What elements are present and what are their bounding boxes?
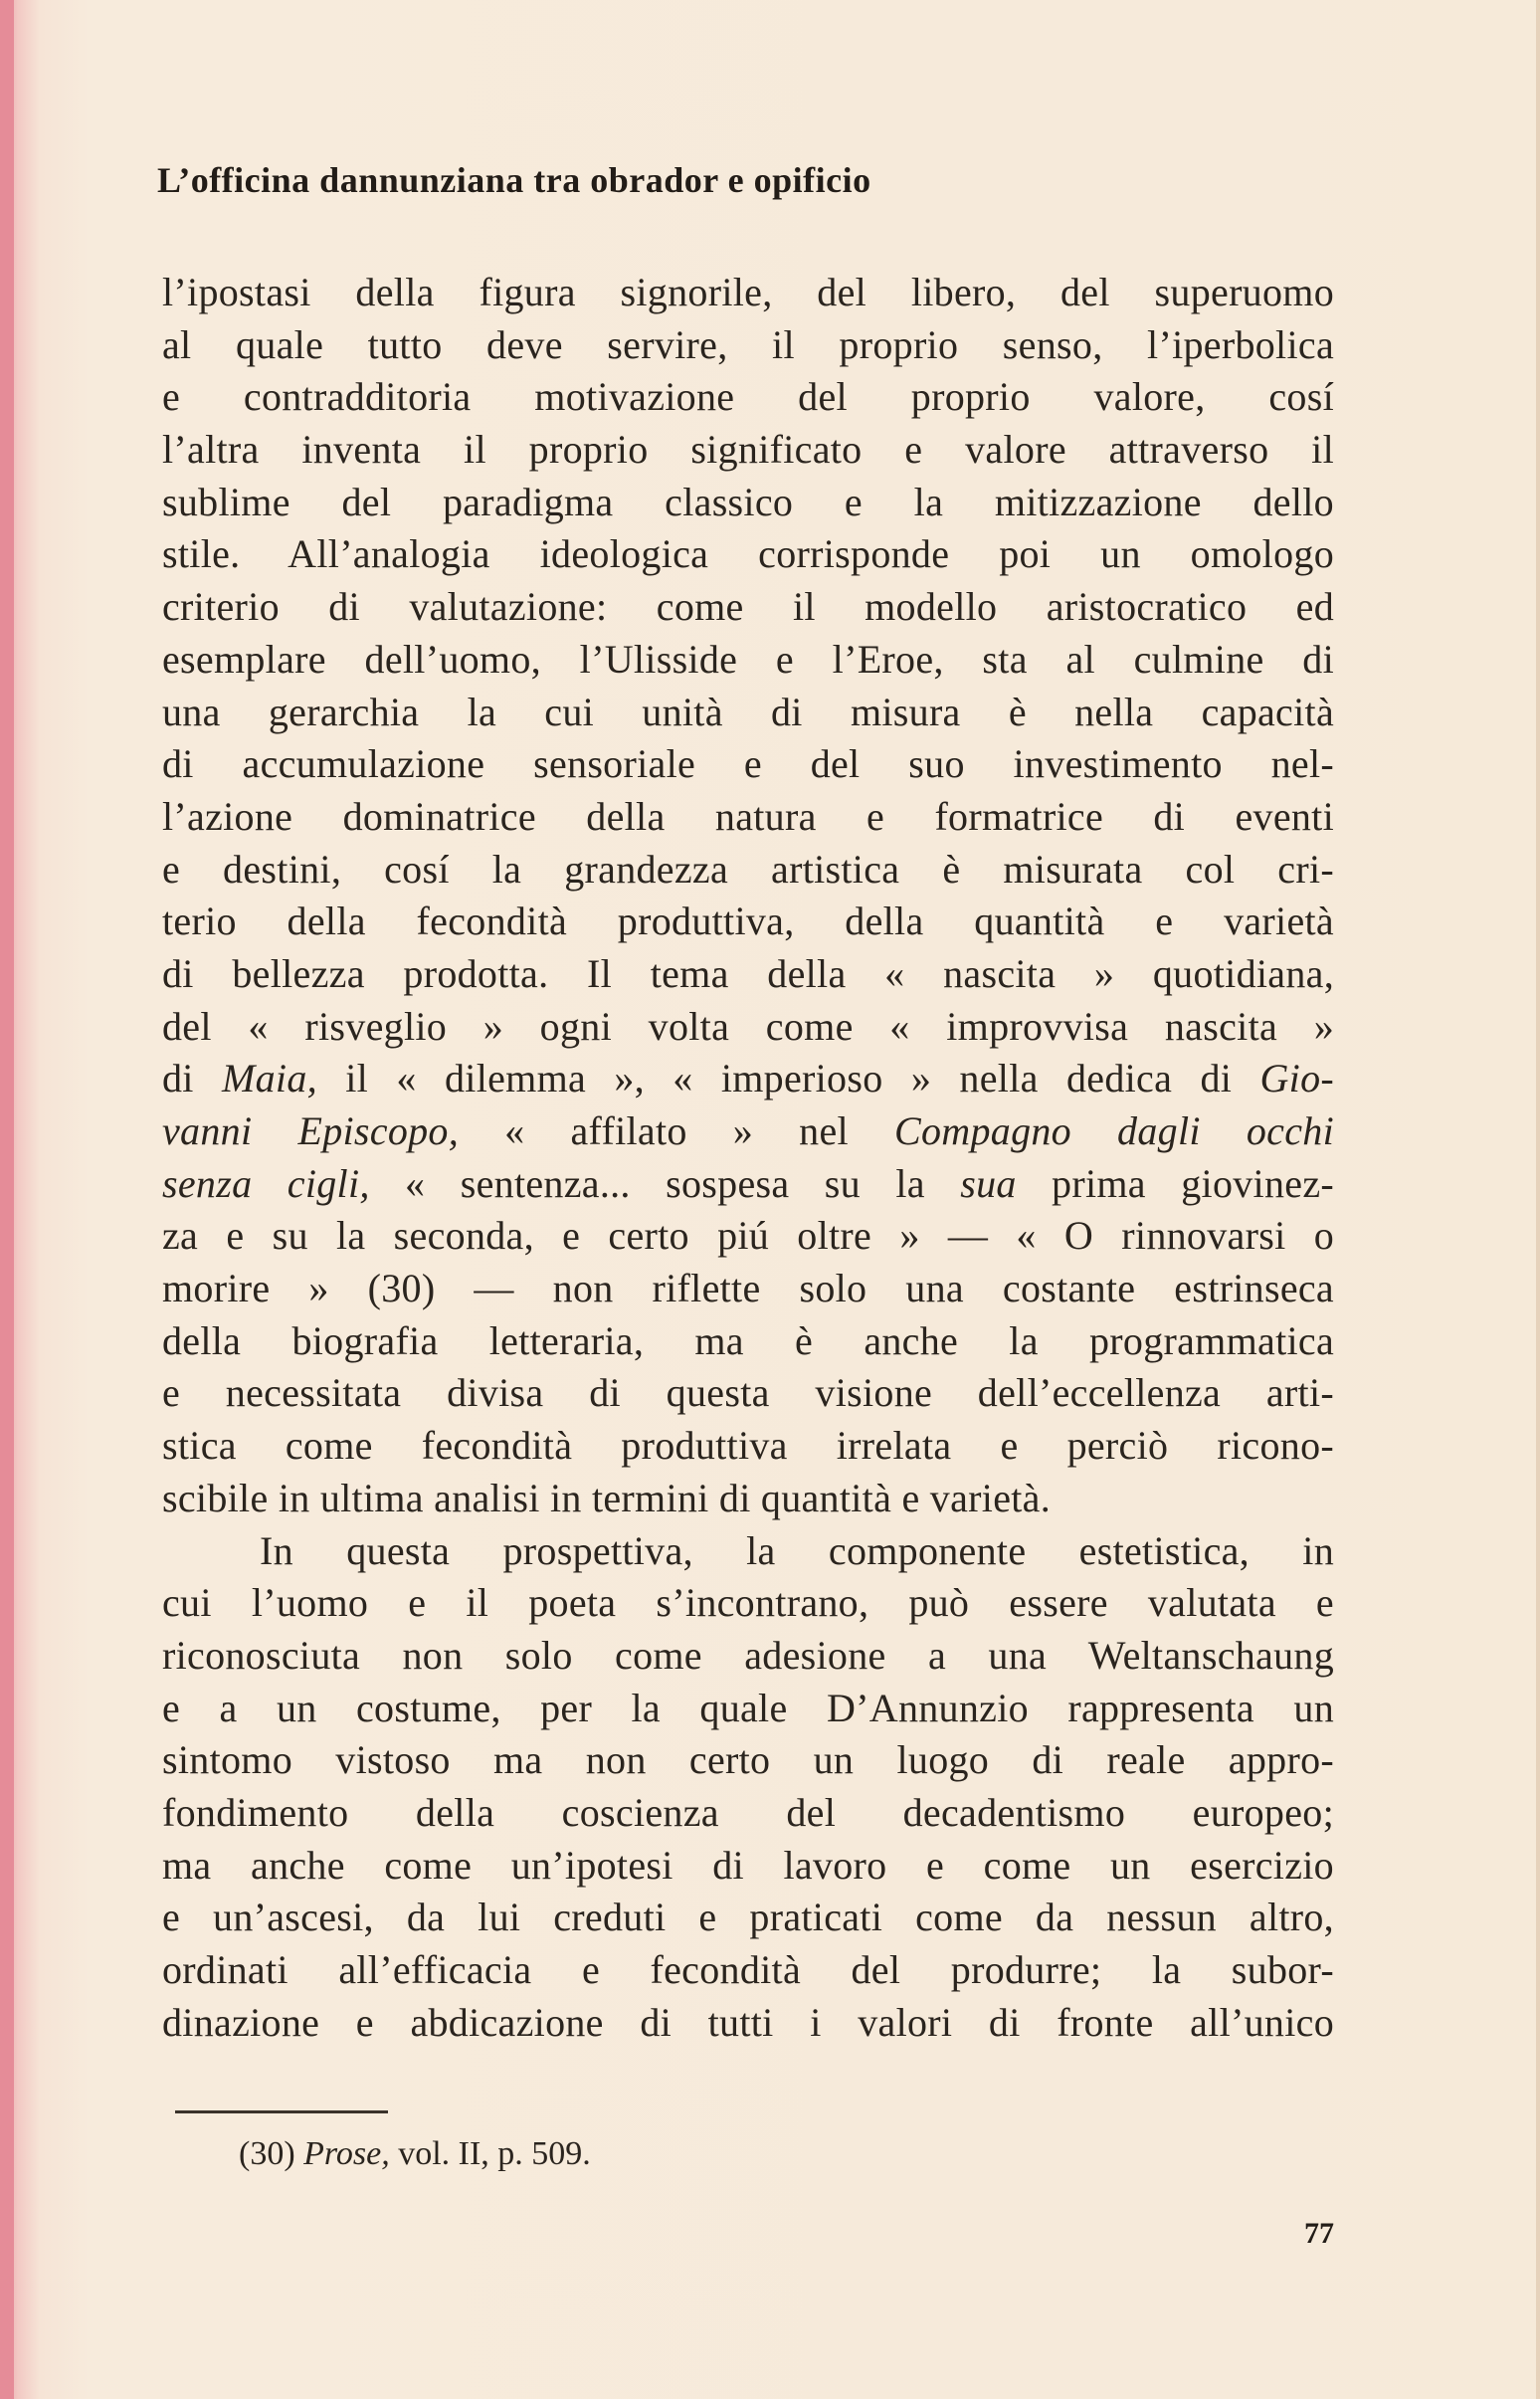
text-line: ma anche come un’ipotesi di lavoro e come un esercizio	[162, 1842, 1334, 1888]
text-span: di	[162, 1056, 223, 1101]
text-line: e contradditoria motivazione del proprio valore, cosí	[162, 374, 1334, 420]
italic-title: vanni Episcopo,	[162, 1108, 460, 1153]
text-line: cui l’uomo e il poeta s’incontrano, può essere valutata e	[162, 1580, 1334, 1626]
page-edge	[1536, 0, 1540, 2399]
text-line: riconosciuta non solo come adesione a una Weltanschaung	[162, 1632, 1334, 1678]
italic-title: Gio-	[1259, 1056, 1334, 1101]
text-span: « affilato » nel	[459, 1108, 894, 1153]
page-number: 77	[1304, 2217, 1334, 2250]
text-line: l’ipostasi della figura signorile, del libero, del superuomo	[162, 270, 1334, 314]
italic-emphasis: sua	[960, 1160, 1017, 1206]
text-line: stile. All’analogia ideologica corrisponde poi un omologo	[162, 531, 1334, 577]
footnote	[239, 2129, 591, 2179]
text-span: il « dilemma », « imperioso » nella dedica di	[316, 1056, 1260, 1101]
italic-title: Compagno dagli occhi	[894, 1108, 1334, 1153]
footnote-title: Prose,	[303, 2135, 390, 2172]
footnote-text: vol. II, p. 509.	[398, 2135, 591, 2172]
text-line: stica come fecondità produttiva irrelata e perciò ricono-	[162, 1423, 1334, 1469]
text-line: criterio di valutazione: come il modello aristocratico ed	[162, 584, 1334, 630]
text-line: della biografia letteraria, ma è anche la programmatica	[162, 1317, 1334, 1363]
text-line: l’azione dominatrice della natura e formatrice di eventi	[162, 793, 1334, 839]
text-line: In questa prospettiva, la componente estetistica, in	[260, 1527, 1334, 1573]
text-line	[162, 1053, 1334, 1105]
text-line: sintomo vistoso ma non certo un luogo di reale appro-	[162, 1737, 1334, 1783]
text-line: di bellezza prodotta. Il tema della « nascita » quotidiana,	[162, 950, 1334, 996]
binding-edge	[0, 0, 14, 2399]
text-line: terio della fecondità produttiva, della quantità e varietà	[162, 899, 1334, 944]
text-line: sublime del paradigma classico e la mitizzazione dello	[162, 479, 1334, 524]
text-span: « sentenza... sospesa su la	[369, 1160, 961, 1206]
text-line	[162, 1105, 1334, 1158]
text-line: morire » (30) — non riflette solo una costante estrinseca	[162, 1266, 1334, 1311]
text-line: del « risveglio » ogni volta come « improvvisa nascita »	[162, 1003, 1334, 1049]
italic-title: Maia,	[222, 1056, 317, 1101]
text-line: fondimento della coscienza del decadentismo europeo;	[162, 1789, 1334, 1835]
text-line: ordinati all’efficacia e fecondità del produrre; la subor-	[162, 1947, 1334, 1992]
text-line: e a un costume, per la quale D’Annunzio rappresenta un	[162, 1685, 1334, 1730]
text-line: l’altra inventa il proprio significato e valore attraverso il	[162, 427, 1334, 473]
body-text	[162, 267, 1334, 2049]
text-line: za e su la seconda, e certo piú oltre » — « O rinnovarsi o	[162, 1213, 1334, 1259]
text-line: una gerarchia la cui unità di misura è nella capacità	[162, 689, 1334, 734]
text-line: e un’ascesi, da lui creduti e praticati come da nessun altro,	[162, 1895, 1334, 1940]
text-line: dinazione e abdicazione di tutti i valori di fronte all’unico	[162, 1999, 1334, 2045]
text-line: e destini, cosí la grandezza artistica è misurata col cri-	[162, 846, 1334, 892]
text-line: e necessitata divisa di questa visione dell’eccellenza arti-	[162, 1370, 1334, 1416]
running-head: L’officina dannunziana tra obrador e opificio	[157, 160, 871, 200]
text-line	[162, 1158, 1334, 1211]
text-span: prima giovinez-	[1016, 1160, 1334, 1206]
text-line: al quale tutto deve servire, il proprio senso, l’iperbolica	[162, 321, 1334, 367]
text-line: esemplare dell’uomo, l’Ulisside e l’Eroe, sta al culmine di	[162, 636, 1334, 682]
text-line: di accumulazione sensoriale e del suo investimento nel-	[162, 741, 1334, 787]
italic-title: senza cigli,	[162, 1160, 370, 1206]
footnote-number: (30)	[239, 2135, 295, 2172]
text-line: scibile in ultima analisi in termini di quantità e varietà.	[162, 1475, 1052, 1520]
footnote-rule	[175, 2110, 388, 2113]
